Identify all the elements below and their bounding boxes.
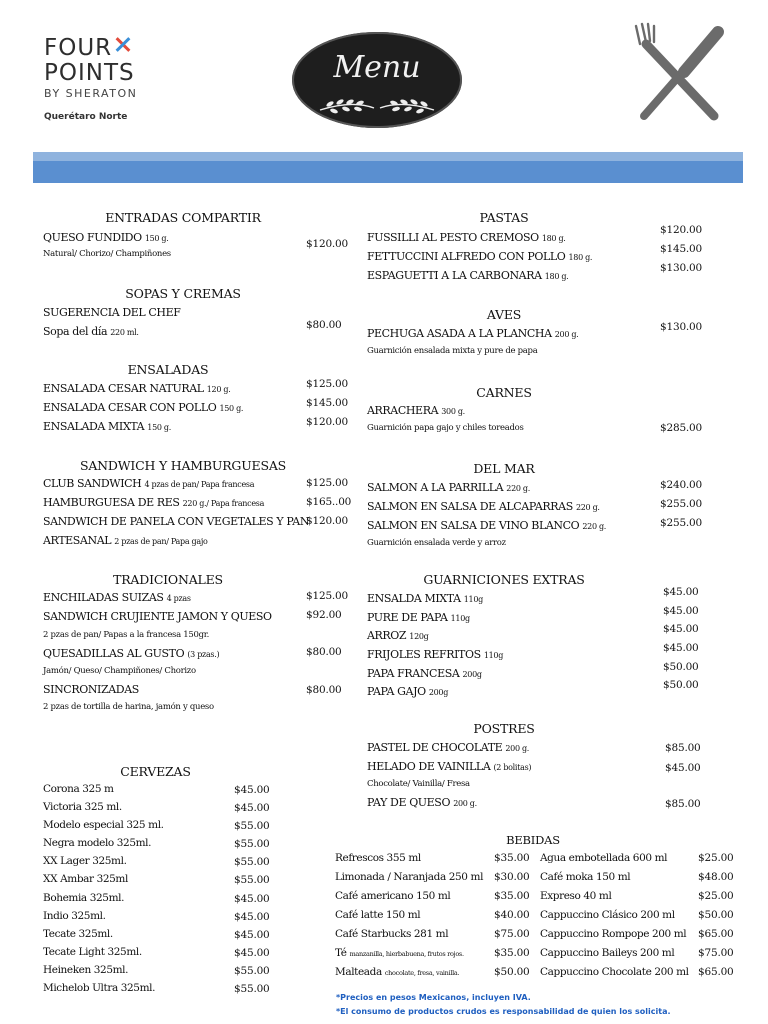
side-row [367, 642, 699, 667]
drink-item-detail: chocolate, fresa, vainilla. [384, 969, 460, 977]
drink-row [540, 890, 734, 909]
beer-name: Negra modelo 325ml. [43, 837, 152, 850]
beer-row [43, 783, 273, 801]
menu-item: QUESO FUNDIDO 150 g. [43, 231, 169, 244]
beer-row [43, 819, 273, 837]
beer-price: $45.00 [234, 946, 270, 959]
beer-row [43, 928, 273, 946]
menu-price: $125.00 [306, 477, 349, 489]
drink-name [335, 928, 448, 940]
section-title-carnes: CARNES [476, 385, 532, 400]
menu-item: ENSALADA CESAR NATURAL 120 g. [43, 382, 231, 395]
section-title-cervezas: CERVEZAS [120, 764, 191, 779]
drink-name: Cappuccino Chocolate 200 ml [540, 966, 689, 978]
drink-row [540, 852, 734, 871]
section-title-aves: AVES [486, 307, 522, 322]
menu-price: $45.00 [665, 762, 701, 774]
drink-item-name: Café latte 150 ml [335, 909, 421, 921]
side-item-name: ENSALDA MIXTA [367, 592, 461, 605]
menu-price: $120.00 [306, 515, 349, 527]
menu-item: SANDWICH DE PANELA CON VEGETALES Y PAN [43, 515, 310, 528]
menu-item-description: Natural/ Chorizo/ Champiñones [43, 249, 171, 259]
menu-price: $165..00 [306, 496, 352, 508]
drink-price: $35.00 [494, 852, 530, 864]
menu-item: ARRACHERA 300 g. [367, 404, 465, 417]
menu-item: SANDWICH CRUJIENTE JAMON Y QUESO [43, 610, 272, 623]
menu-price: $145.00 [660, 243, 703, 255]
fork-and-knife-icon [626, 22, 726, 126]
section-title-entradas: ENTRADAS COMPARTIR [105, 210, 261, 225]
section-title-mar: DEL MAR [473, 461, 535, 476]
menu-price: $120.00 [660, 224, 703, 236]
brand-line-2: POINTS [44, 60, 135, 86]
section-title-postres: POSTRES [473, 721, 535, 736]
drink-row [335, 947, 530, 966]
drink-row [540, 909, 734, 928]
beer-price: $45.00 [234, 802, 270, 815]
drink-name [335, 890, 450, 902]
drink-item-name: Limonada / Naranjada 250 ml [335, 871, 484, 883]
drink-price: $50.00 [494, 966, 530, 978]
menu-item: PAY DE QUESO 200 g. [367, 796, 477, 809]
drink-name: Cappuccino Baileys 200 ml [540, 947, 675, 959]
beer-name: Bohemia 325ml. [43, 891, 125, 904]
drink-name [335, 852, 421, 864]
drink-name [335, 909, 420, 921]
side-row [367, 623, 699, 648]
section-title-sopas: SOPAS Y CREMAS [125, 286, 241, 301]
drink-row [540, 928, 734, 947]
beer-list [43, 783, 273, 1000]
brand-line-3: BY SHERATON [44, 87, 138, 100]
four-points-mark-icon [114, 36, 132, 52]
menu-item: SALMON EN SALSA DE ALCAPARRAS 220 g. [367, 500, 600, 513]
menu-price: $125.00 [306, 378, 349, 390]
drink-name [335, 947, 464, 959]
beer-name: XX Lager 325ml. [43, 855, 127, 868]
section-title-tradicionales: TRADICIONALES [113, 572, 223, 587]
drink-row [335, 871, 530, 890]
beer-name: Indio 325ml. [43, 909, 106, 922]
menu-price: $255.00 [660, 517, 703, 529]
beer-price: $55.00 [234, 964, 270, 977]
drink-row [335, 928, 530, 947]
beer-row [43, 837, 273, 855]
menu-item-description: Jamón/ Queso/ Champiñones/ Chorizo [43, 666, 196, 676]
menu-item-description: 2 pzas de tortilla de harina, jamón y queso [43, 702, 214, 712]
side-item-name: FRIJOLES REFRITOS [367, 648, 481, 662]
footer-note-prices: *Precios en pesos Mexicanos, incluyen IVA. [336, 993, 531, 1002]
side-price: $45.00 [663, 586, 699, 598]
beer-row [43, 982, 273, 1000]
menu-price: $80.00 [306, 684, 342, 696]
drink-name: Cappuccino Rompope 200 ml [540, 928, 687, 940]
side-item-size: 120g [409, 632, 429, 642]
section-title-pastas: PASTAS [479, 210, 529, 225]
side-item-name: PAPA FRANCESA [367, 666, 460, 680]
section-title-bebidas: BEBIDAS [506, 833, 560, 847]
drink-item-name: Té [335, 947, 347, 959]
drink-row [335, 852, 530, 871]
menu-price: $120.00 [306, 416, 349, 428]
drink-item-name: Café Starbucks 281 ml [335, 928, 449, 940]
menu-price: $145.00 [306, 397, 349, 409]
side-row [367, 586, 699, 611]
sides-list [367, 586, 699, 704]
beer-price: $55.00 [234, 874, 270, 887]
menu-price: $130.00 [660, 321, 703, 333]
menu-item: FETTUCCINI ALFREDO CON POLLO 180 g. [367, 250, 593, 263]
drink-price: $25.00 [698, 852, 734, 864]
side-name [367, 648, 503, 661]
drink-name: Expreso 40 ml [540, 890, 612, 902]
drink-item-detail: manzanilla, hierbabuena, frutos rojos. [349, 950, 464, 958]
beer-price: $55.00 [234, 983, 270, 996]
side-price: $45.00 [663, 623, 699, 636]
menu-item-description: Guarnición papa gajo y chiles toreados [367, 423, 524, 433]
side-price: $45.00 [663, 604, 699, 617]
side-item-name: ARROZ [367, 629, 407, 643]
menu-item: SALMON EN SALSA DE VINO BLANCO 220 g. [367, 519, 607, 532]
beer-name: Tecate Light 325ml. [43, 945, 142, 958]
drink-row [540, 947, 734, 966]
beer-name: Victoria 325 ml. [43, 801, 122, 814]
menu-item: Sopa del día 220 ml. [43, 325, 139, 338]
menu-price: $85.00 [665, 742, 701, 754]
beer-price: $45.00 [234, 892, 270, 905]
beer-row [43, 892, 273, 910]
beer-name: Corona 325 m [43, 783, 114, 795]
menu-price: $120.00 [306, 238, 349, 250]
beer-price: $55.00 [234, 820, 270, 833]
drink-price: $65.00 [698, 928, 734, 940]
hotel-logo [44, 36, 154, 122]
drink-row [335, 890, 530, 909]
drink-row [540, 871, 734, 890]
side-item-size: 110g [463, 595, 483, 604]
menu-badge [292, 32, 462, 128]
menu-price: $255.00 [660, 498, 703, 510]
side-item-name: PAPA GAJO [367, 685, 426, 699]
beer-name: Heineken 325ml. [43, 963, 129, 976]
hotel-location: Querétaro Norte [44, 112, 128, 122]
beer-price: $45.00 [234, 928, 270, 941]
drink-item-name: Refrescos 355 ml [335, 852, 421, 864]
menu-title: Menu [333, 50, 421, 85]
drink-price: $65.00 [698, 966, 734, 978]
drink-name [335, 871, 483, 883]
beer-row [43, 801, 273, 819]
side-name [367, 685, 448, 698]
menu-price: $240.00 [660, 479, 703, 491]
drink-row [540, 966, 734, 985]
beer-price: $45.00 [234, 784, 270, 796]
menu-item-description: Chocolate/ Vainilla/ Fresa [367, 779, 470, 789]
section-title-sandwich: SANDWICH Y HAMBURGUESAS [79, 458, 287, 473]
menu-item: ENSALADA MIXTA 150 g. [43, 420, 171, 433]
drink-price: $40.00 [494, 909, 530, 921]
beer-name: XX Ambar 325ml [43, 873, 128, 886]
side-name [367, 629, 428, 642]
beer-price: $55.00 [234, 838, 270, 851]
menu-item-description: Guarnición ensalada mixta y pure de papa [367, 346, 538, 356]
side-row [367, 660, 699, 686]
section-title-ensaladas: ENSALADAS [127, 362, 209, 377]
menu-item: ARTESANAL 2 pzas de pan/ Papa gajo [43, 534, 208, 547]
side-row [367, 679, 699, 704]
drink-name: Agua embotellada 600 ml [540, 852, 668, 864]
drink-price: $75.00 [698, 947, 734, 959]
menu-price: $92.00 [306, 609, 342, 621]
drink-name: Café moka 150 ml [540, 871, 631, 883]
drink-price: $25.00 [698, 890, 734, 902]
menu-price: $285.00 [660, 422, 703, 434]
menu-item: SINCRONIZADAS [43, 683, 139, 696]
drink-price: $30.00 [494, 871, 530, 883]
beer-name: Modelo especial 325 ml. [43, 819, 164, 832]
side-item-size: 110g [450, 613, 470, 623]
header-band [33, 152, 743, 183]
drink-row [335, 966, 530, 985]
side-row [367, 604, 699, 630]
drink-item-name: Café americano 150 ml [335, 890, 451, 902]
footer-note-raw-products: *El consumo de productos crudos es responsabilidad de quien los solicita. [336, 1007, 671, 1016]
beer-row [43, 910, 273, 928]
menu-price: $85.00 [665, 798, 701, 810]
side-item-name: PURE DE PAPA [367, 610, 448, 624]
drink-price: $50.00 [698, 909, 734, 921]
drink-row [335, 909, 530, 928]
menu-price: $80.00 [306, 319, 342, 331]
menu-item: PECHUGA ASADA A LA PLANCHA 200 g. [367, 327, 579, 340]
beer-row [43, 855, 273, 873]
side-item-size: 200g [428, 688, 449, 698]
beer-row [43, 946, 273, 964]
menu-item: ESPAGUETTI A LA CARBONARA 180 g. [367, 269, 569, 282]
menu-item: PASTEL DE CHOCOLATE 200 g. [367, 741, 530, 754]
drink-name [335, 966, 459, 978]
menu-item: FUSSILLI AL PESTO CREMOSO 180 g. [367, 231, 566, 244]
drink-name: Cappuccino Clásico 200 ml [540, 909, 675, 921]
beer-price: $45.00 [234, 910, 270, 923]
side-name [367, 611, 470, 624]
drink-price: $48.00 [698, 871, 734, 883]
menu-item: ENSALADA CESAR CON POLLO 150 g. [43, 401, 244, 414]
side-price: $50.00 [663, 660, 699, 673]
menu-item: QUESADILLAS AL GUSTO (3 pzas.) [43, 647, 220, 660]
menu-item: SALMON A LA PARRILLA 220 g. [367, 481, 530, 494]
menu-item-description: 2 pzas de pan/ Papas a la francesa 150gr. [43, 630, 209, 640]
side-item-size: 110g [483, 651, 504, 661]
drinks-list-right [540, 852, 734, 985]
section-title-guarniciones: GUARNICIONES EXTRAS [423, 572, 585, 587]
menu-item: SUGERENCIA DEL CHEF [43, 306, 181, 319]
side-price: $50.00 [663, 679, 699, 692]
menu-item-description: Guarnición ensalada verde y arroz [367, 538, 506, 548]
menu-price: $130.00 [660, 262, 703, 274]
beer-name: Michelob Ultra 325ml. [43, 982, 156, 995]
menu-item: CLUB SANDWICH 4 pzas de pan/ Papa francesa [43, 477, 255, 490]
drink-price: $35.00 [494, 890, 530, 902]
beer-name: Tecate 325ml. [43, 927, 113, 940]
menu-item: ENCHILADAS SUIZAS 4 pzas [43, 591, 191, 604]
menu-price: $80.00 [306, 646, 342, 658]
beer-price: $55.00 [234, 856, 270, 869]
side-price: $45.00 [663, 642, 699, 655]
beer-row [43, 873, 273, 891]
side-name [367, 667, 482, 680]
menu-item: HAMBURGUESA DE RES 220 g./ Papa francesa [43, 496, 265, 509]
beer-row [43, 964, 273, 982]
drink-price: $35.00 [494, 947, 530, 959]
menu-price: $125.00 [306, 590, 349, 602]
side-name [367, 592, 483, 605]
brand-line-1: FOUR [44, 35, 113, 61]
drinks-list-left [335, 852, 530, 985]
laurel-decoration-icon [312, 92, 442, 118]
menu-item: HELADO DE VAINILLA (2 bolitas) [367, 760, 532, 773]
side-item-size: 200g [462, 669, 482, 679]
drink-price: $75.00 [494, 928, 530, 940]
drink-item-name: Malteada [335, 966, 382, 978]
